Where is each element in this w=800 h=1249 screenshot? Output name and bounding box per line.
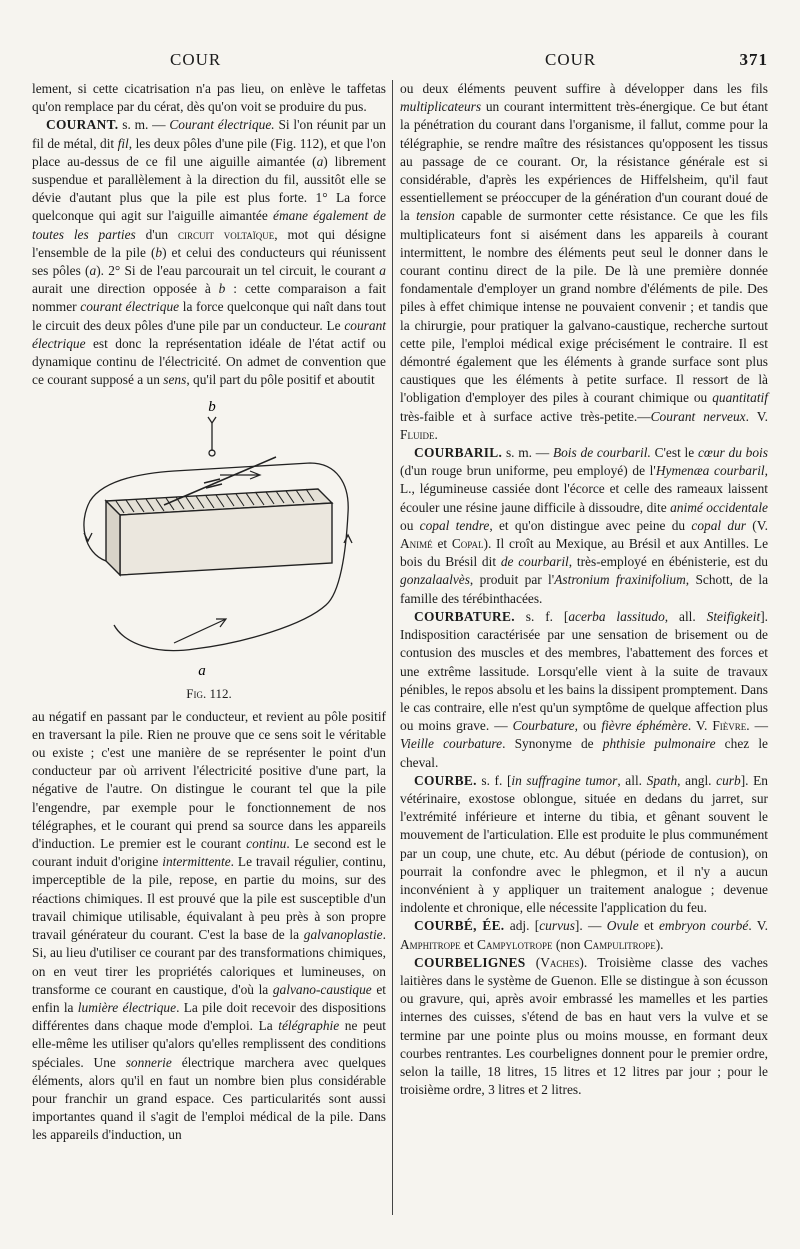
figure-label-b: b	[208, 399, 216, 416]
figure-label-a: a	[198, 663, 206, 680]
page-number: 371	[739, 50, 768, 69]
entry-courbaril: COURBARIL. s. m. — Bois de courbaril. C'est le cœur du bois (d'un rouge brun uniforme, peu employé) de l'Hymenæa courbaril, L., légumineuse cassiée dont l'écorce et celle des rameaux laissent écouler une résine jaune difficile à dissoudre, dite animé occidentale ou copal tendre, et qu'on distingue avec peine du copal dur (V. Animé et Copal). Il croît au Mexique, au Brésil et aux Antilles. Le bois du Brésil dit de courbaril, très-employé en ébénisterie, est du gonzalaalvès, produit par l'Astronium fraxinifolium, Schott, de la famille des térébinthacées.	[400, 445, 769, 606]
headword-courbature: COURBATURE.	[414, 608, 515, 624]
running-head-right: COUR	[545, 50, 597, 69]
running-head-left: COUR	[170, 50, 222, 69]
headword-courbe-adj: COURBÉ, ÉE.	[414, 918, 505, 934]
continued-courant: ou deux éléments peuvent suffire à développer dans les fils multiplicateurs un courant intermittent très-énergique. Ce but étant la pénétration du courant dans l'organisme, il fallut, comme pour la télégraphie, se rendre maître des résistances qu'opposent les tissus au passage de ce courant. Or, la résistance générale est si considérable, d'après les expériences de Hiffelsheim, qu'il faut essentiellement se préoccuper de la génération d'un courant doué de la tension capable de surmonter cette résistance. Ce que les fils multiplicateurs font si aisément dans les appareils à courant intermittent, le nombre des éléments peut seul le donner dans le courant continu direct de la pile. De là une première donnée fondamentale d'employer un grand nombre d'éléments de pile. Des piles à effet chimique intense ne pouvaient convenir ; et tandis que la chirurgie, pour pratiquer la galvano-caustique, recherche surtout cette pile, l'emploi médical exige précisément le contraire. Il est démontré également que les éléments à grande surface sont plus caustiques que les éléments à petite surface. Il ressort de là l'obligation d'employer des piles à courant chimique ou quantitatif très-faible et à surface active très-petite.—Courant nerveux. V. Fluide.	[400, 81, 768, 442]
entry-courant: COURANT. s. m. — Courant électrique. Si l'on réunit par un fil de métal, dit fil, les deux pôles d'une pile (Fig. 112), et que l'on place au-dessus de ce fil une aiguille aimantée (a) librement suspendue et parallèlement à la direction du fil, aussitôt elle se dévie d'autant plus que la pile est plus forte. 1° La force quelconque qui agit sur l'aiguille aimantée émane également de toutes les parties d'un circuit voltaïque, mot qui désigne l'ensemble de la pile (b) et celui des conducteurs qui réunissent ses pôles (a). 2° Si de l'eau parcourait un tel circuit, le courant a aurait une direction opposée à b : cette comparaison a fait nommer courant électrique la force quelconque qui naît dans tout le circuit des deux pôles d'une pile par un conducteur. Le courant électrique est donc la représentation idéale de l'état actif ou dynamique continu de l'électricité. On admet de convention que ce courant supposé a un sens, qu'il part du pôle positif et aboutit	[32, 117, 387, 388]
voltaic-pile-diagram	[44, 393, 374, 683]
headword-courant: COURANT.	[46, 117, 119, 133]
entry-courbature: COURBATURE. s. f. [acerba lassitudo, all. Steifigkeit]. Indisposition caractérisée par une sensation de brisement ou de contusion des muscles et des membres, l'abattement des forces et une extrême lassitude. Lorsqu'elle vient à la suite de travaux pénibles, le repos absolu et les bains la dissipent promptement. Dans le cas contraire, elle n'est qu'un symptôme de quelque affection plus ou moins grave. — Courbature, ou fièvre éphémère. V. Fièvre. — Vieille courbature. Synonyme de phthisie pulmonaire chez le cheval.	[400, 608, 769, 770]
terminal-b	[208, 417, 216, 456]
figure-caption: Fig. 112.	[186, 686, 232, 702]
left-column	[32, 80, 386, 1145]
paragraph-after-figure: au négatif en passant par le conducteur, et revient au pôle positif en traversant la pile. Rien ne prouve que ce sens soit le véritable ou existe ; c'est une manière de se représenter le point d'un conducteur par où arrivent l'électricité positive d'une part, la négative de l'autre. On distingue le courant tel que la pile l'engendre, par exemple pour le fonctionnement de nos télégraphes, et le courant qui prend sa source dans les appareils d'induction. Le premier est le courant continu. Le second est le courant induit d'origine intermittente. Le travail régulier, continu, imperceptible de la pile, repose, en partie du moins, sur des réactions chimiques. Il est prouvé que la pile est susceptible d'un travail chimique utilisable, équivalant à peu près à son propre travail générateur du courant. C'est la base de la galvanoplastie. Si, au lieu d'utiliser ce courant par des transformations chimiques, on en veut tirer les propriétés caloriques et lumineuses, on transforme ce courant en caustique, d'où la galvano-caustique et enfin la lumière électrique. La pile doit recevoir des dispositions différentes dans chaque mode d'emploi. La télégraphie ne peut elle-même les utiliser qu'alors qu'elles remplissent des conditions spéciales. Une sonnerie électrique marchera avec quelques éléments, alors qu'il en faut un nombre bien plus considérable pour franchir un grand espace. Ces particularités sont aussi importantes quand il s'agit de l'emploi médical de la pile. Dans les appareils d'induction, un	[32, 708, 387, 1143]
running-head	[30, 50, 770, 72]
entry-courbe-adj: COURBÉ, ÉE. adj. [curvus]. — Ovule et embryon courbé. V. Amphitrope et Campylotrope (non Campulitrope).	[400, 918, 769, 952]
pile-trough	[106, 489, 332, 575]
continued-paragraph: lement, si cette cicatrisation n'a pas lieu, on enlève le taffetas qu'on remplace par du cérat, dès qu'on voit se produire du pus.	[32, 81, 386, 115]
figure-112	[32, 393, 386, 703]
headword-courbe: COURBE.	[414, 772, 477, 788]
entry-courbelignes: COURBELIGNES (Vaches). Troisième classe des vaches laitières dans le système de Guenon. Elle se distingue à son écusson ou gravure, qui, après avoir embrassé les mamelles et les parties internes des cuisses, s'étend de bas en haut vers la vulve et se termine par une pointe plus ou moins mousse, en formant deux courbes rentrantes. Les courbelignes donnent pour le premier ordre, selon la taille, 18 litres, 15 litres et 12 litres par jour ; pour le troisième ordre, 3 litres et 2 litres.	[400, 954, 768, 1098]
headword-courbaril: COURBARIL.	[414, 445, 503, 461]
right-column	[400, 80, 768, 1099]
column-divider	[392, 80, 393, 1215]
headword-courbelignes: COURBELIGNES	[414, 954, 526, 970]
entry-courbe: COURBE. s. f. [in suffragine tumor, all. Spath, angl. curb]. En vétérinaire, exostose oblongue, située en dedans du jarret, sur l'extrémité inférieure et interne du tibia, et gênant souvent le mouvement de l'articulation. Elle est produite le plus communément par un coup, une chute, etc. Au début (période de contusion), on pourrait la confondre avec le phlegmon, et il n'y a aucun inconvénient à y appliquer un traitement analogue ; devenue indolente et chronique, elle nécessite l'application du feu.	[400, 772, 768, 916]
